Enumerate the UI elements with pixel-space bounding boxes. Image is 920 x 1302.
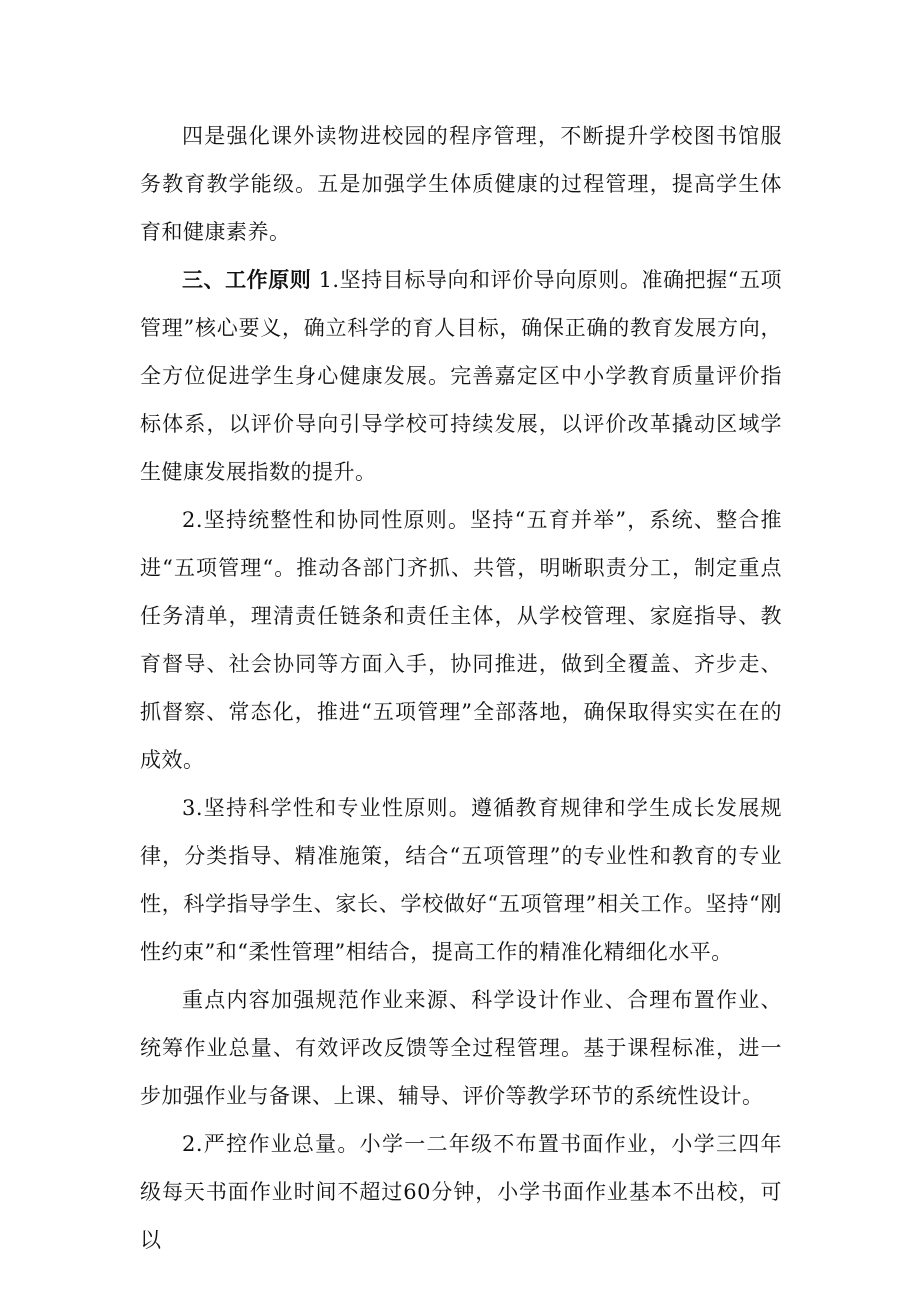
paragraph-1 [140, 112, 782, 256]
section-heading: 三、工作原则 [182, 267, 312, 292]
paragraph-4 [140, 784, 782, 976]
paragraph-text: 2.坚持统整性和协同性原则。坚持“五育并举”，系统、整合推进“五项管理“。推动各部门齐抓、共管，明晰职责分工，制定重点任务清单，理清责任链条和责任主体，从学校管理、家庭指导、教育督导、社会协同等方面入手，协同推进，做到全覆盖、齐步走、抓督察、常态化，推进“五项管理”全部落地，确保取得实实在在的成效。 [140, 508, 782, 772]
paragraph-text: 四是强化课外读物进校园的程序管理，不断提升学校图书馆服务教育教学能级。五是加强学生体质健康的过程管理，提高学生体育和健康素养。 [140, 124, 782, 244]
paragraph-text: 重点内容加强规范作业来源、科学设计作业、合理布置作业、统筹作业总量、有效评改反馈等全过程管理。基于课程标准，进一步加强作业与备课、上课、辅导、评价等教学环节的系统性设计。 [140, 988, 782, 1108]
paragraph-6 [140, 1120, 782, 1264]
paragraph-text: 3.坚持科学性和专业性原则。遵循教育规律和学生成长发展规律，分类指导、精准施策，结合“五项管理”的专业性和教育的专业性，科学指导学生、家长、学校做好“五项管理”相关工作。坚持“刚性约束”和“柔性管理”相结合，提高工作的精准化精细化水平。 [140, 796, 782, 964]
paragraph-3 [140, 496, 782, 784]
paragraph-2 [140, 256, 782, 496]
paragraph-text: 1.坚持目标导向和评价导向原则。准确把握“五项管理”核心要义，确立科学的育人目标，确保正确的教育发展方向，全方位促进学生身心健康发展。完善嘉定区中小学教育质量评价指标体系，以评价导向引导学校可持续发展，以评价改革撬动区域学生健康发展指数的提升。 [140, 268, 783, 484]
paragraph-5 [140, 976, 782, 1120]
paragraph-text: 2.严控作业总量。小学一二年级不布置书面作业，小学三四年级每天书面作业时间不超过60分钟，小学书面作业基本不出校，可以 [140, 1132, 782, 1252]
document-body [140, 112, 782, 1264]
